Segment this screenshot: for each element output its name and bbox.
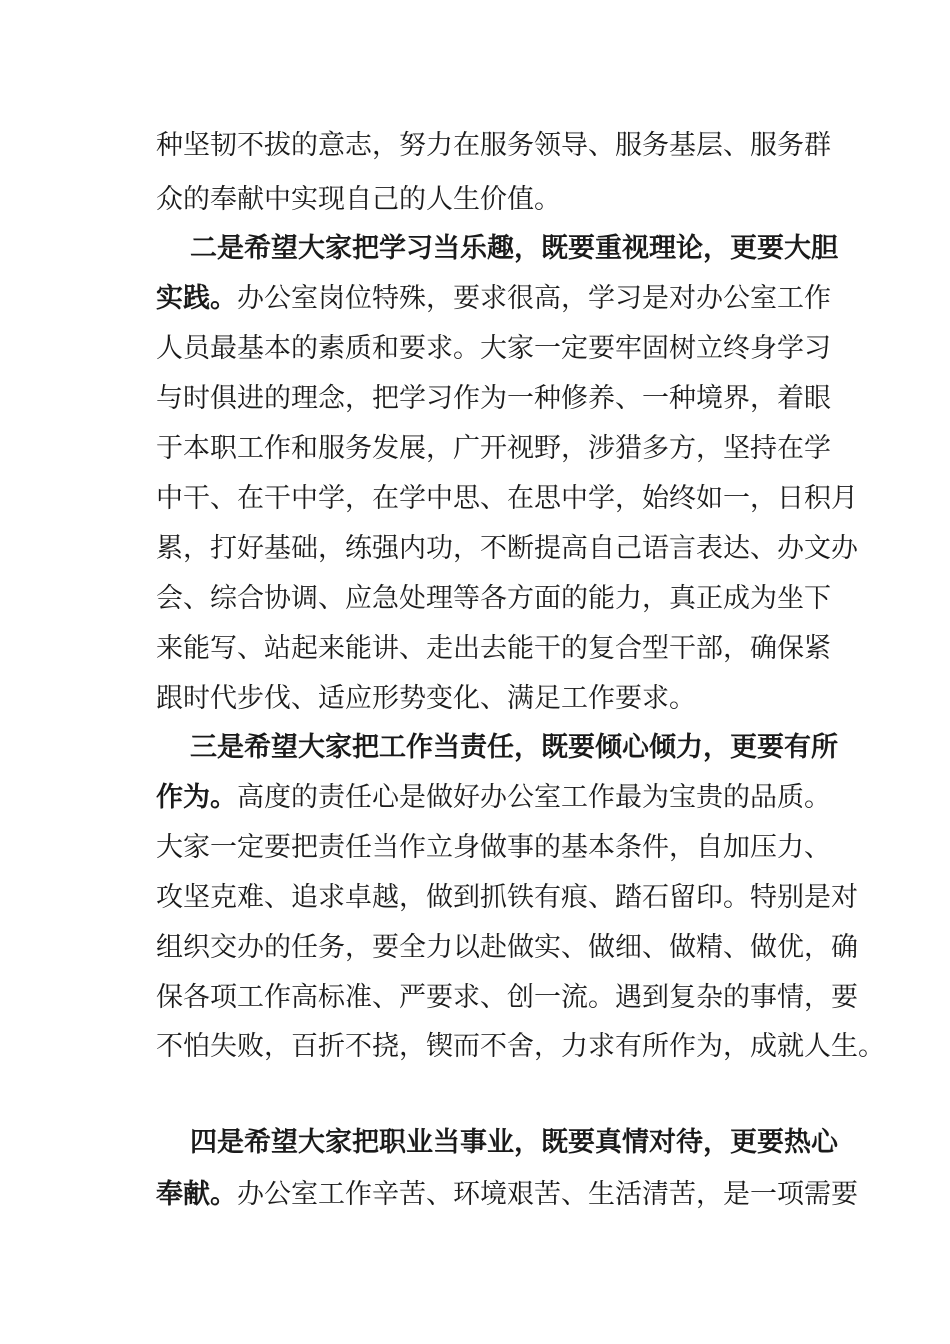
paragraph-3-line-6: 保各项工作高标准、严要求、创一流。遇到复杂的事情，要 — [156, 982, 858, 1013]
paragraph-2-heading-line-1: 二是希望大家把学习当乐趣，既要重视理论，更要大胆 — [190, 233, 838, 264]
paragraph-2-line-4: 与时俱进的理念，把学习作为一种修养、一种境界，着眼 — [156, 383, 831, 414]
paragraph-1-line-2: 众的奉献中实现自己的人生价值。 — [156, 184, 561, 215]
paragraph-1-line-1: 种坚韧不拔的意志，努力在服务领导、服务基层、服务群 — [156, 130, 831, 161]
paragraph-3-heading-line-2: 作为。 — [156, 782, 237, 813]
paragraph-2-line-3: 人员最基本的素质和要求。大家一定要牢固树立终身学习 — [156, 333, 831, 364]
paragraph-2-line-2 — [156, 279, 831, 319]
paragraph-3-line-7: 不怕失败，百折不挠，锲而不舍，力求有所作为，成就人生。 — [156, 1031, 885, 1062]
paragraph-3-line-2-rest: 高度的责任心是做好办公室工作最为宝贵的品质。 — [237, 782, 831, 813]
paragraph-3-line-4: 攻坚克难、追求卓越，做到抓铁有痕、踏石留印。特别是对 — [156, 882, 858, 913]
paragraph-2-line-7: 累，打好基础，练强内功，不断提高自己语言表达、办文办 — [156, 533, 858, 564]
paragraph-4-line-2-rest: 办公室工作辛苦、环境艰苦、生活清苦，是一项需要 — [237, 1179, 858, 1210]
paragraph-4-heading-line-2: 奉献。 — [156, 1179, 237, 1210]
paragraph-3-line-3: 大家一定要把责任当作立身做事的基本条件，自加压力、 — [156, 832, 831, 863]
paragraph-2-line-10: 跟时代步伐、适应形势变化、满足工作要求。 — [156, 683, 696, 714]
paragraph-2-heading-line-2: 实践。 — [156, 283, 237, 314]
paragraph-3-line-2 — [156, 778, 831, 818]
paragraph-3-line-5: 组织交办的任务，要全力以赴做实、做细、做精、做优，确 — [156, 932, 858, 963]
paragraph-4-heading-line-1: 四是希望大家把职业当事业，既要真情对待，更要热心 — [190, 1127, 838, 1158]
paragraph-4-line-2 — [156, 1175, 858, 1215]
paragraph-2-line-5: 于本职工作和服务发展，广开视野，涉猎多方，坚持在学 — [156, 433, 831, 464]
paragraph-2-line-9: 来能写、站起来能讲、走出去能干的复合型干部，确保紧 — [156, 633, 831, 664]
paragraph-2-line-2-rest: 办公室岗位特殊，要求很高，学习是对办公室工作 — [237, 283, 831, 314]
paragraph-2-line-8: 会、综合协调、应急处理等各方面的能力，真正成为坐下 — [156, 583, 831, 614]
paragraph-2-line-6: 中干、在干中学，在学中思、在思中学，始终如一，日积月 — [156, 483, 858, 514]
paragraph-3-heading-line-1: 三是希望大家把工作当责任，既要倾心倾力，更要有所 — [190, 732, 838, 763]
